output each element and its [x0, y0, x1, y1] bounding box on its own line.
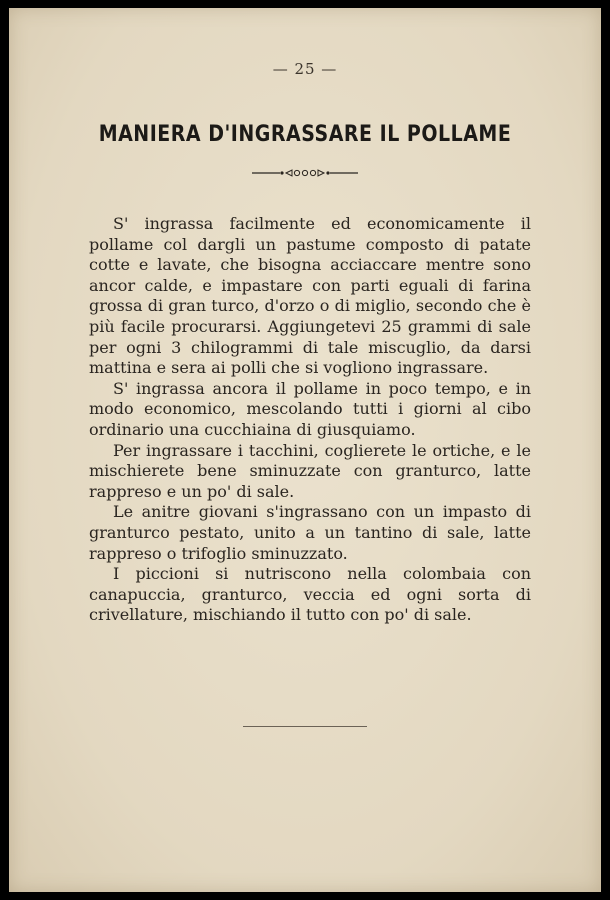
paragraph-fattening-poultry: S' ingrassa facilmente ed economicamente il pollame col dargli un pastume composto di patate cotte e lavate, che bisogna acciaccare mentre sono ancor calde, e impastare con parti eguali di farina grossa di gran turco, d'orzo o di miglio, secondo che è più facile procurarsi. Aggiungetevi 25 grammi di sale per ogni 3 chilogrammi di tale miscuglio, da darsi mattina e sera ai polli che si vogliono ingrassare. [89, 214, 531, 378]
title-ornament [9, 166, 601, 180]
book-page [9, 8, 601, 892]
paragraph-quick-fattening: S' ingrassa ancora il pollame in poco tempo, e in modo economico, mescolando tutti i giorni al cibo ordinario una cucchiaina di giusquiamo. [89, 378, 531, 439]
page-title: MANIERA D'INGRASSARE IL POLLAME [98, 121, 512, 147]
body-text [89, 214, 531, 626]
paragraph-ducks: Le anitre giovani s'ingrassano con un impasto di granturco pestato, unito a un tantino di sale, latte rappreso o trifoglio sminuzzato. [89, 502, 531, 563]
end-rule [243, 726, 367, 727]
ornament-divider-icon [250, 166, 360, 180]
paragraph-turkeys: Per ingrassare i tacchini, coglierete le ortiche, e le mischierete bene sminuzzate con granturco, latte rappreso e un po' di sale. [89, 440, 531, 501]
paragraph-pigeons: I piccioni si nutriscono nella colombaia con canapuccia, granturco, veccia ed ogni sorta di crivellature, mischiando il tutto con po' di sale. [89, 564, 531, 625]
page-number: — 25 — [272, 60, 338, 78]
